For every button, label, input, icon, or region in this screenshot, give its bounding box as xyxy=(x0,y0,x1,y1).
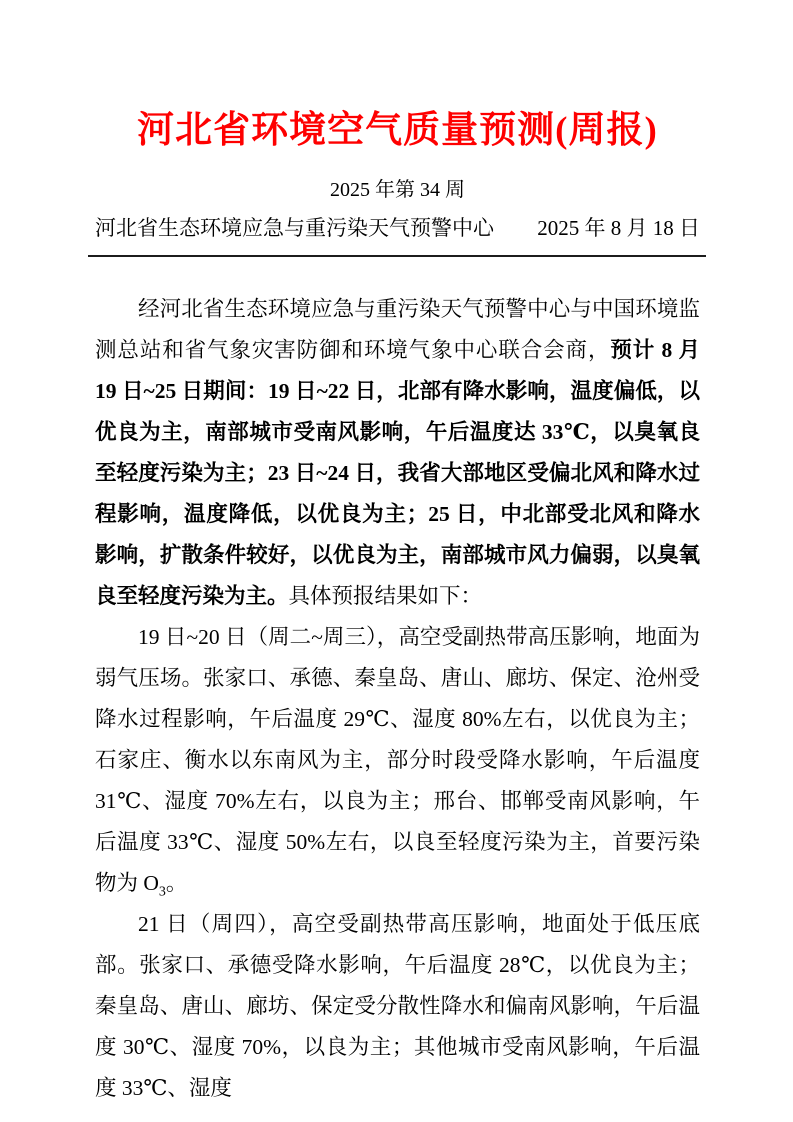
summary-forecast-bold: 预计 8 月 19 日~25 日期间：19 日~22 日，北部有降水影响，温度偏低，以优良为主，南部城市受南风影响，午后温度达 33℃，以臭氧良至轻度污染为主；23 日~24 日，我省大部地区受偏北风和降水过程影响，温度降低，以优良为主；25 日，中北部受北风和降水影响，扩散条件较好，以优良为主，南部城市风力偏弱，以臭氧良至轻度污染为主。 xyxy=(95,338,700,608)
issuer-name: 河北省生态环境应急与重污染天气预警中心 xyxy=(95,216,494,240)
ozone-subscript: 3 xyxy=(158,884,166,900)
report-week: 2025 年第 34 周 xyxy=(330,179,465,201)
paragraph-summary xyxy=(95,289,700,617)
paragraph-forecast-19-20 xyxy=(95,617,700,904)
forecast-19-20-text: 19 日~20 日（周二~周三），高空受副热带高压影响，地面为弱气压场。张家口、承德、秦皇岛、唐山、廊坊、保定、沧州受降水过程影响，午后温度 29℃、湿度 80%左右，以优良为主；石家庄、衡水以东南风为主，部分时段受降水影响，午后温度 31℃、湿度 70%左右，以良为主；邢台、邯郸受南风影响，午后温度 33℃、湿度 50%左右，以良至轻度污染为主，首要污染物为 O xyxy=(95,625,700,895)
issue-date: 2025 年 8 月 18 日 xyxy=(537,216,700,240)
summary-tail: 具体预报结果如下： xyxy=(288,584,483,608)
report-title: 河北省环境空气质量预测(周报) xyxy=(137,110,658,151)
document-body xyxy=(95,289,700,1109)
forecast-21-text: 21 日（周四），高空受副热带高压影响，地面处于低压底部。张家口、承德受降水影响，午后温度 28℃，以优良为主；秦皇岛、唐山、廊坊、保定受分散性降水和偏南风影响，午后温度 30℃、湿度 70%，以良为主；其他城市受南风影响，午后温度 33℃、湿度 xyxy=(95,912,700,1100)
forecast-19-20-period: 。 xyxy=(165,871,188,895)
summary-intro: 经河北省生态环境应急与重污染天气预警中心与中国环境监测总站和省气象灾害防御和环境气象中心联合会商， xyxy=(95,297,700,362)
header-rule xyxy=(88,255,706,257)
report-meta-row xyxy=(95,213,700,243)
paragraph-forecast-21 xyxy=(95,904,700,1109)
